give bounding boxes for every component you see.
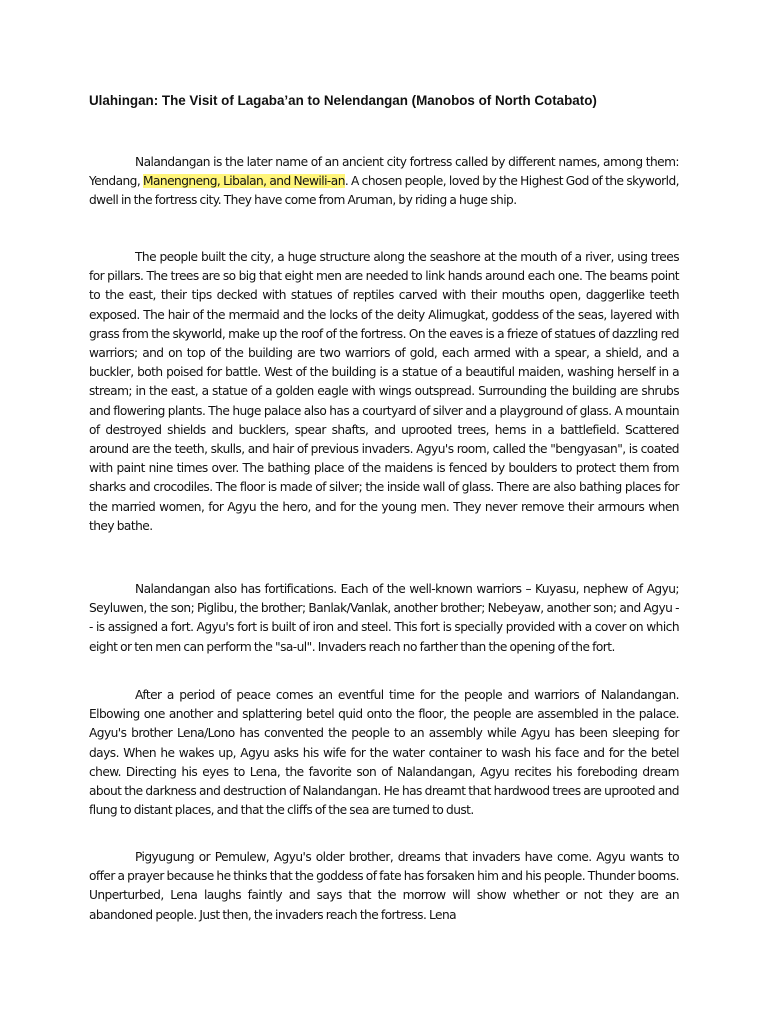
document-title: Ulahingan: The Visit of Lagaba’an to Nelendangan (Manobos of North Cotabato) xyxy=(89,93,597,108)
paragraph-2: The people built the city, a huge structure along the seashore at the mouth of a river, using trees for pillars. The trees are so big that eight men are needed to link hands around each one. The beams point to the east, their tips decked with statues of reptiles carved with their mouths open, daggerlike teeth exposed. The hair of the mermaid and the locks of the deity Alimugkat, goddess of the seas, layered with grass from the skyworld, make up the roof of the fortress. On the eaves is a frieze of statues of dazzling red warriors; and on top of the building are two warriors of gold, each armed with a spear, a shield, and a buckler, both poised for battle. West of the building is a statue of a beautiful maiden, washing herself in a stream; in the east, a statue of a golden eagle with wings outspread. Surrounding the building are shrubs and flowering plants. The huge palace also has a courtyard of silver and a playground of glass. A mountain of destroyed shields and bucklers, spear shafts, and uprooted trees, hems in a battlefield. Scattered around are the teeth, skulls, and hair of previous invaders. Agyu's room, called the "bengyasan", is coated with paint nine times over. The bathing place of the maidens is fenced by boulders to protect them from sharks and crocodiles. The floor is made of silver; the inside wall of glass. There are also bathing places for the married women, for Agyu the hero, and for the young men. They never remove their armours when they bathe. xyxy=(89,250,679,533)
paragraph-3: Nalandangan also has fortifications. Each of the well-known warriors – Kuyasu, nephew of Agyu; Seyluwen, the son; Piglibu, the brother; Banlak/Vanlak, another brother; Nebeyaw, another son; and Agyu -- is assigned a fort. Agyu's fort is built of iron and steel. This fort is specially provided with a cover on which eight or ten men can perform the "sa-ul". Invaders reach no farther than the opening of the fort. xyxy=(89,582,679,654)
paragraph-4: After a period of peace comes an eventful time for the people and warriors of Nalandangan. Elbowing one another and splattering betel quid onto the floor, the people are assembled in the palace. Agyu's brother Lena/Lono has convented the people to an assembly while Agyu has been sleeping for days. When he wakes up, Agyu asks his wife for the water container to wash his face and for the betel chew. Directing his eyes to Lena, the favorite son of Nalandangan, Agyu recites his foreboding dream about the darkness and destruction of Nalandangan. He has dreamt that hardwood trees are uprooted and flung to distant places, and that the cliffs of the sea are turned to dust. xyxy=(89,688,679,818)
highlighted-text: Manengneng, Libalan, and Newili-an xyxy=(143,174,345,189)
paragraph-5: Pigyugung or Pemulew, Agyu's older brother, dreams that invaders have come. Agyu wants to offer a prayer because he thinks that the goddess of fate has forsaken him and his people. Thunder booms. Unperturbed, Lena laughs faintly and says that the morrow will show whether or not they are an abandoned people. Just then, the invaders reach the fortress. Lena xyxy=(89,850,679,922)
paragraph-1 xyxy=(89,153,679,211)
paragraph-1-text-start: Nalandangan is the later name of an ancient city fortress called by different names, among them: Yendang, xyxy=(89,155,679,189)
paragraph-1-text-end: . A chosen people, loved by the Highest God of the skyworld, dwell in the fortress city. They have come from Aruman, by riding a huge ship. xyxy=(89,174,679,208)
